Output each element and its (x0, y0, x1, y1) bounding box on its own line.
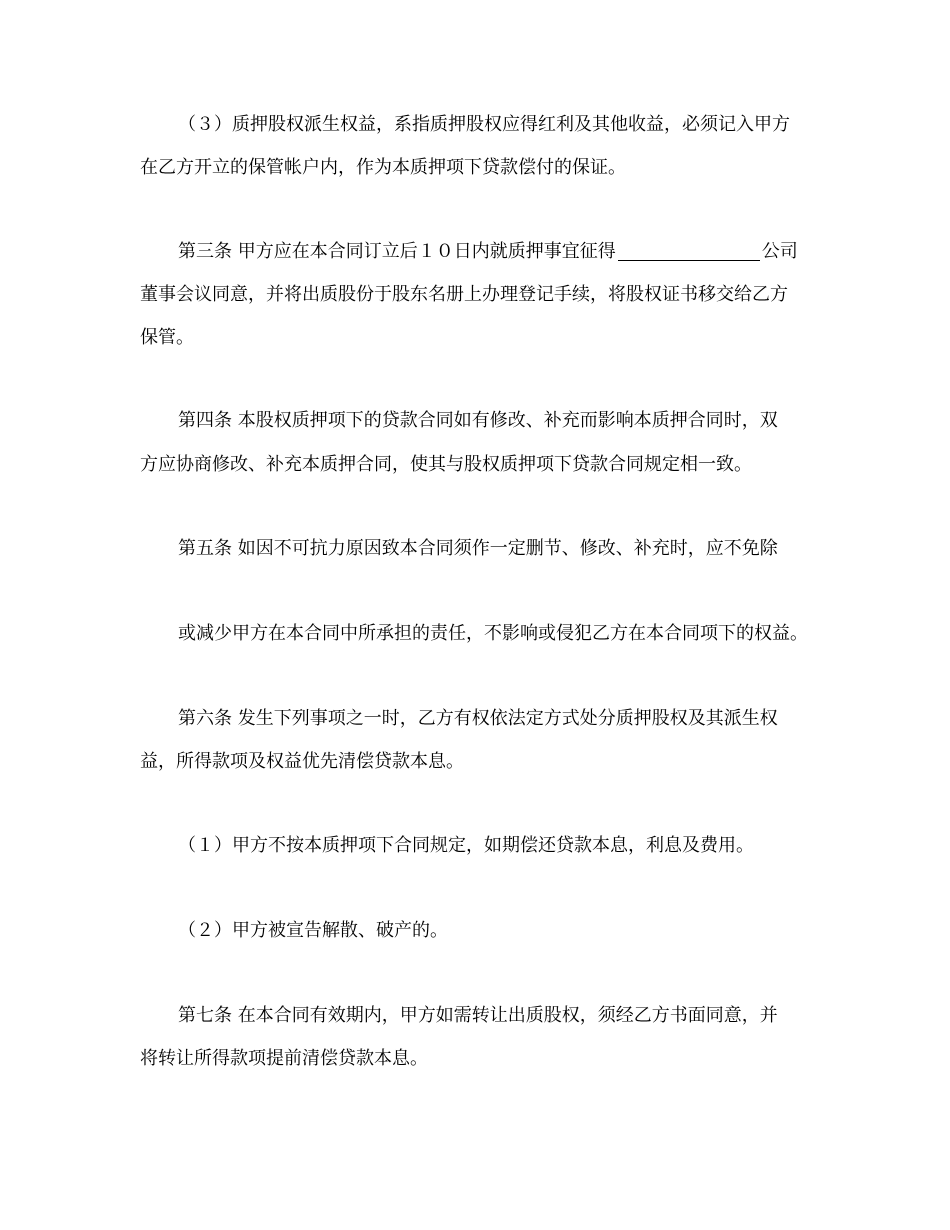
article6-line2: 益，所得款项及权益优先清偿贷款本息。 (140, 751, 464, 772)
para-item3-line2: 在乙方开立的保管帐户内，作为本质押项下贷款偿付的保证。 (140, 157, 626, 178)
article3-line1 (178, 242, 798, 261)
article3-line3: 保管。 (140, 327, 194, 348)
article6-item2: （２）甲方被宣告解散、破产的。 (178, 920, 448, 941)
para-item3-line1: （３）质押股权派生权益，系指质押股权应得红利及其他收益，必须记入甲方 (178, 114, 790, 135)
article7-line1: 第七条 在本合同有效期内，甲方如需转让出质股权，须经乙方书面同意，并 (178, 1005, 778, 1026)
fill-in-blank (618, 242, 760, 261)
article6-line1: 第六条 发生下列事项之一时，乙方有权依法定方式处分质押股权及其派生权 (178, 708, 778, 729)
article5-line2: 或减少甲方在本合同中所承担的责任，不影响或侵犯乙方在本合同项下的权益。 (178, 623, 808, 644)
article3-line1-text: 第三条 甲方应在本合同订立后１０日内就质押事宜征得 (178, 241, 616, 262)
article3-line1-suffix: 公司 (761, 241, 798, 262)
article4-line1: 第四条 本股权质押项下的贷款合同如有修改、补充而影响本质押合同时，双 (178, 410, 778, 431)
article6-item1: （１）甲方不按本质押项下合同规定，如期偿还贷款本息，利息及费用。 (178, 835, 754, 856)
article7-line2: 将转让所得款项提前清偿贷款本息。 (140, 1048, 428, 1069)
article4-line2: 方应协商修改、补充本质押合同，使其与股权质押项下贷款合同规定相一致。 (140, 454, 752, 475)
article5-line1: 第五条 如因不可抗力原因致本合同须作一定删节、修改、补充时，应不免除 (178, 538, 778, 559)
article3-line2: 董事会议同意，并将出质股份于股东名册上办理登记手续，将股权证书移交给乙方 (140, 284, 788, 305)
